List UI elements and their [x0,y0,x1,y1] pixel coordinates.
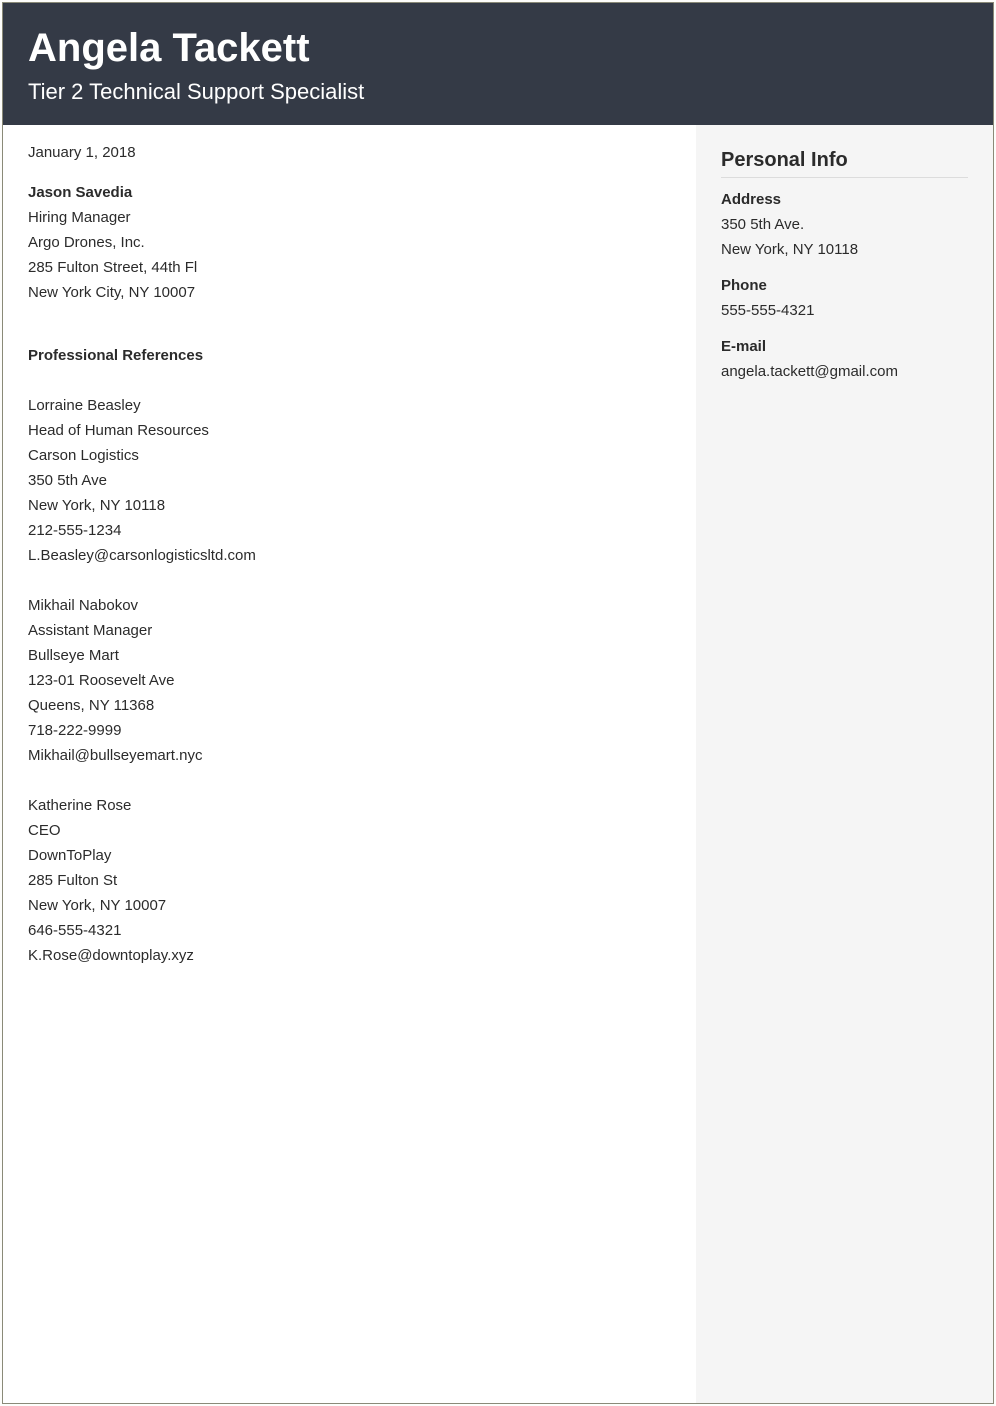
reference-company: Bullseye Mart [28,647,119,664]
reference-street: 350 5th Ave [28,472,107,489]
recipient-role: Hiring Manager [28,209,131,226]
recipient-street: 285 Fulton Street, 44th Fl [28,259,198,276]
reference-name: Katherine Rose [28,797,132,814]
reference-entry [28,793,668,968]
applicant-name: Angela Tackett [28,26,310,70]
reference-name: Mikhail Nabokov [28,597,139,614]
email-label: E-mail [721,338,767,355]
header-banner [3,3,993,125]
reference-company: Carson Logistics [28,447,139,464]
reference-role: CEO [28,822,61,839]
phone-label: Phone [721,277,767,294]
reference-entry [28,593,668,768]
reference-city: New York, NY 10118 [28,497,166,514]
address-line-2: New York, NY 10118 [721,241,859,258]
letter-body [28,140,668,968]
reference-role: Head of Human Resources [28,422,209,439]
reference-phone: 646-555-4321 [28,922,122,939]
address-line-1: 350 5th Ave. [721,216,805,233]
reference-entry [28,393,668,568]
personal-info-content [721,145,968,384]
personal-info-sidebar [696,125,993,1403]
reference-company: DownToPlay [28,847,112,864]
references-heading: Professional References [28,347,204,364]
phone-value: 555-555-4321 [721,302,815,319]
recipient-name: Jason Savedia [28,184,133,201]
email-value: angela.tackett@gmail.com [721,363,898,380]
reference-email: Mikhail@bullseyemart.nyc [28,747,203,764]
reference-city: New York, NY 10007 [28,897,167,914]
resume-page [2,2,994,1404]
recipient-company: Argo Drones, Inc. [28,234,145,251]
reference-name: Lorraine Beasley [28,397,141,414]
recipient-city: New York City, NY 10007 [28,284,196,301]
reference-phone: 212-555-1234 [28,522,122,539]
reference-email: K.Rose@downtoplay.xyz [28,947,194,964]
applicant-title: Tier 2 Technical Support Specialist [28,79,365,104]
reference-street: 123-01 Roosevelt Ave [28,672,175,689]
recipient-block [28,180,668,305]
reference-street: 285 Fulton St [28,872,118,889]
personal-info-heading: Personal Info [721,145,968,178]
reference-role: Assistant Manager [28,622,153,639]
reference-city: Queens, NY 11368 [28,697,155,714]
reference-email: L.Beasley@carsonlogisticsltd.com [28,547,256,564]
letter-date: January 1, 2018 [28,144,136,161]
reference-phone: 718-222-9999 [28,722,122,739]
address-label: Address [721,191,782,208]
